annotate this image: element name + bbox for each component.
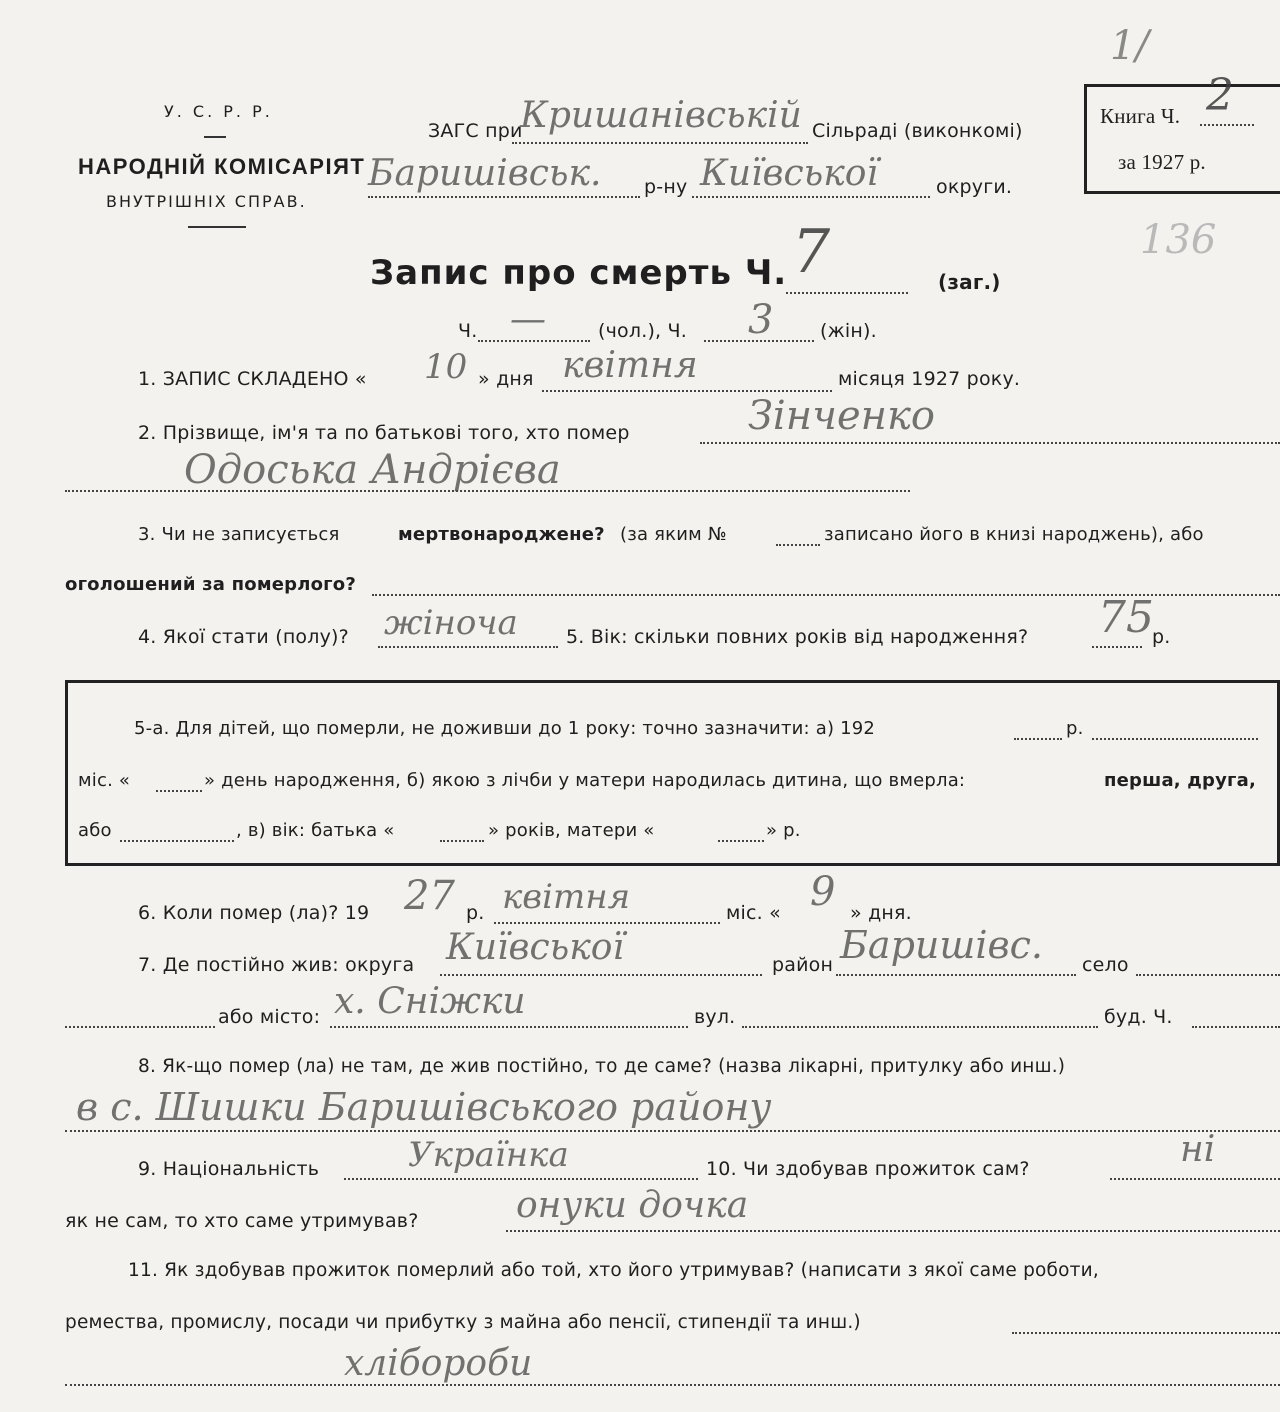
field-7-raion: район <box>772 954 834 976</box>
field-5a-line2-a: міс. « <box>78 770 131 791</box>
dotted-line <box>368 196 640 198</box>
field-3-label-b: (за яким № <box>620 524 727 545</box>
field-7-selo: село <box>1082 954 1129 976</box>
field-5a-line1: 5-а. Для дітей, що померли, не доживши до 1 року: точно зазначити: а) 192 <box>134 718 876 739</box>
dotted-line <box>542 390 832 392</box>
num-label: Ч. <box>458 320 478 342</box>
dotted-line <box>742 1026 1098 1028</box>
field-9-handwritten: Українка <box>408 1135 569 1175</box>
field-2-surname-handwritten: Зінченко <box>748 393 935 439</box>
field-5a-line2-bold: перша, друга, <box>1104 770 1257 791</box>
field-6-mis: міс. « <box>726 902 781 924</box>
dotted-line <box>65 1130 1280 1132</box>
republic-label: У. С. Р. Р. <box>164 102 273 121</box>
field-3-declared-dead: оголошений за померлого? <box>65 574 356 595</box>
field-4-label: 4. Якої стати (полу)? <box>138 626 349 648</box>
dotted-line <box>1136 974 1280 976</box>
female-label: (жін). <box>820 320 877 342</box>
field-7-label: 7. Де постійно жив: округа <box>138 954 415 976</box>
dotted-line <box>65 490 910 492</box>
field-10b-label: як не сам, то хто саме утримував? <box>65 1210 419 1232</box>
dotted-line <box>512 142 808 144</box>
field-7-misto: або місто: <box>218 1006 321 1028</box>
field-5a-line1-end: р. <box>1066 718 1084 739</box>
field-1-mid: » дня <box>478 368 534 390</box>
field-1-end: місяця 1927 року. <box>838 368 1021 390</box>
dotted-line <box>1192 1026 1280 1028</box>
field-6-month-handwritten: квітня <box>502 877 631 917</box>
field-10-label: 10. Чи здобував прожиток сам? <box>706 1158 1030 1180</box>
dotted-line <box>440 974 762 976</box>
field-1-month-handwritten: квітня <box>562 345 698 386</box>
dotted-line <box>120 840 234 842</box>
book-number-handwritten: 2 <box>1206 70 1234 121</box>
district-label: р-ну <box>644 176 688 198</box>
dotted-line <box>1012 1332 1280 1334</box>
dotted-line <box>378 646 558 648</box>
record-number-handwritten: 7 <box>792 217 831 287</box>
total-label: (заг.) <box>938 270 1001 294</box>
dotted-line <box>692 196 930 198</box>
okrug-handwritten: Київської <box>700 153 878 194</box>
corner-handwritten: 1/ <box>1110 23 1149 69</box>
dotted-line <box>786 292 908 294</box>
field-11-line1: 11. Як здобував прожиток померлий або той, хто його утримував? (написати з якої саме роботи, <box>128 1260 1099 1281</box>
divider <box>188 226 246 228</box>
dotted-line <box>1014 738 1062 740</box>
divider <box>204 136 226 138</box>
field-6-end: » дня. <box>850 902 912 924</box>
field-10b-handwritten: онуки дочка <box>516 1185 749 1226</box>
field-7-misto-handwritten: х. Сніжки <box>334 981 526 1022</box>
field-1-label: 1. ЗАПИС СКЛАДЕНО « <box>138 368 367 390</box>
female-count-handwritten: 3 <box>748 297 774 343</box>
male-count-handwritten: — <box>510 299 546 340</box>
zags-handwritten: Кришанівській <box>520 95 802 136</box>
dotted-line <box>506 1230 1280 1232</box>
zags-label: ЗАГС при <box>428 120 523 142</box>
field-5a-line3-d: » р. <box>766 820 801 841</box>
field-5a-line3-a: або <box>78 820 112 841</box>
okrug-label: округи. <box>936 176 1013 198</box>
dotted-line <box>1092 646 1142 648</box>
field-3-label: 3. Чи не записується <box>138 524 340 545</box>
commissariat-label: НАРОДНІЙ КОМІСАРІЯТ <box>78 154 366 179</box>
field-9-label: 9. Національність <box>138 1158 320 1180</box>
dotted-line <box>1110 1178 1280 1180</box>
field-6-day-handwritten: 9 <box>810 869 836 915</box>
field-7-bud: буд. Ч. <box>1104 1006 1173 1028</box>
field-3-stillborn: мертвонароджене? <box>398 524 605 545</box>
field-6-year-handwritten: 27 <box>404 873 455 919</box>
book-label: Книга Ч. <box>1100 104 1181 128</box>
dotted-line <box>156 790 202 792</box>
field-7-vul: вул. <box>694 1006 736 1028</box>
field-6-r: р. <box>466 902 485 924</box>
field-3-label-c: записано його в книзі народжень), або <box>824 524 1204 545</box>
field-11-handwritten: хлібороби <box>344 1343 533 1384</box>
field-11-line2: ремества, промислу, посади чи прибутку з майна або пенсії, стипендії та инш.) <box>65 1312 861 1333</box>
field-4-handwritten: жіноча <box>384 603 518 643</box>
field-6-label: 6. Коли помер (ла)? 19 <box>138 902 370 924</box>
dotted-line <box>478 340 590 342</box>
field-7-okrug-handwritten: Київської <box>446 927 624 968</box>
dotted-line <box>344 1178 698 1180</box>
dotted-line <box>330 1026 688 1028</box>
dotted-line <box>776 544 820 546</box>
book-year: за 1927 р. <box>1118 150 1206 174</box>
field-5a-line2-b: » день народження, б) якою з лічби у матери народилась дитина, що вмерла: <box>204 770 966 791</box>
dotted-line <box>1200 124 1254 126</box>
dotted-line <box>1092 738 1258 740</box>
field-8-label: 8. Як-що помер (ла) не там, де жив постійно, то де саме? (назва лікарні, притулку або инш.) <box>138 1056 1066 1077</box>
field-5-handwritten: 75 <box>1098 592 1154 643</box>
department-label: ВНУТРІШНІХ СПРАВ. <box>106 192 307 211</box>
dotted-line <box>65 1384 1280 1386</box>
dotted-line <box>704 340 814 342</box>
field-5-label: 5. Вік: скільки повних років від народження? <box>566 626 1029 648</box>
field-1-day-handwritten: 10 <box>424 347 468 387</box>
field-5a-line3-c: » років, матери « <box>488 820 655 841</box>
field-10-handwritten: ні <box>1180 1129 1216 1170</box>
dotted-line <box>440 840 484 842</box>
field-5a-line3-b: , в) вік: батька « <box>236 820 395 841</box>
book-number-box <box>1084 84 1280 194</box>
dotted-line <box>700 442 1280 444</box>
field-2-name-handwritten: Одоська Андрієва <box>184 447 561 493</box>
field-7-raion-handwritten: Баришівс. <box>840 923 1044 967</box>
page-title: Запис про смерть Ч. <box>370 253 788 293</box>
council-label: Сільраді (виконкомі) <box>812 120 1023 142</box>
field-5-unit: р. <box>1152 626 1171 648</box>
margin-handwritten: 136 <box>1140 217 1217 263</box>
field-8-handwritten: в с. Шишки Баришівського району <box>76 1085 772 1129</box>
field-2-label: 2. Прізвище, ім'я та по батькові того, хто помер <box>138 422 630 444</box>
male-label: (чол.), Ч. <box>598 320 688 342</box>
dotted-line <box>65 1026 215 1028</box>
dotted-line <box>718 840 764 842</box>
district-handwritten: Баришівськ. <box>368 153 602 194</box>
dotted-line <box>494 922 720 924</box>
dotted-line <box>836 974 1076 976</box>
